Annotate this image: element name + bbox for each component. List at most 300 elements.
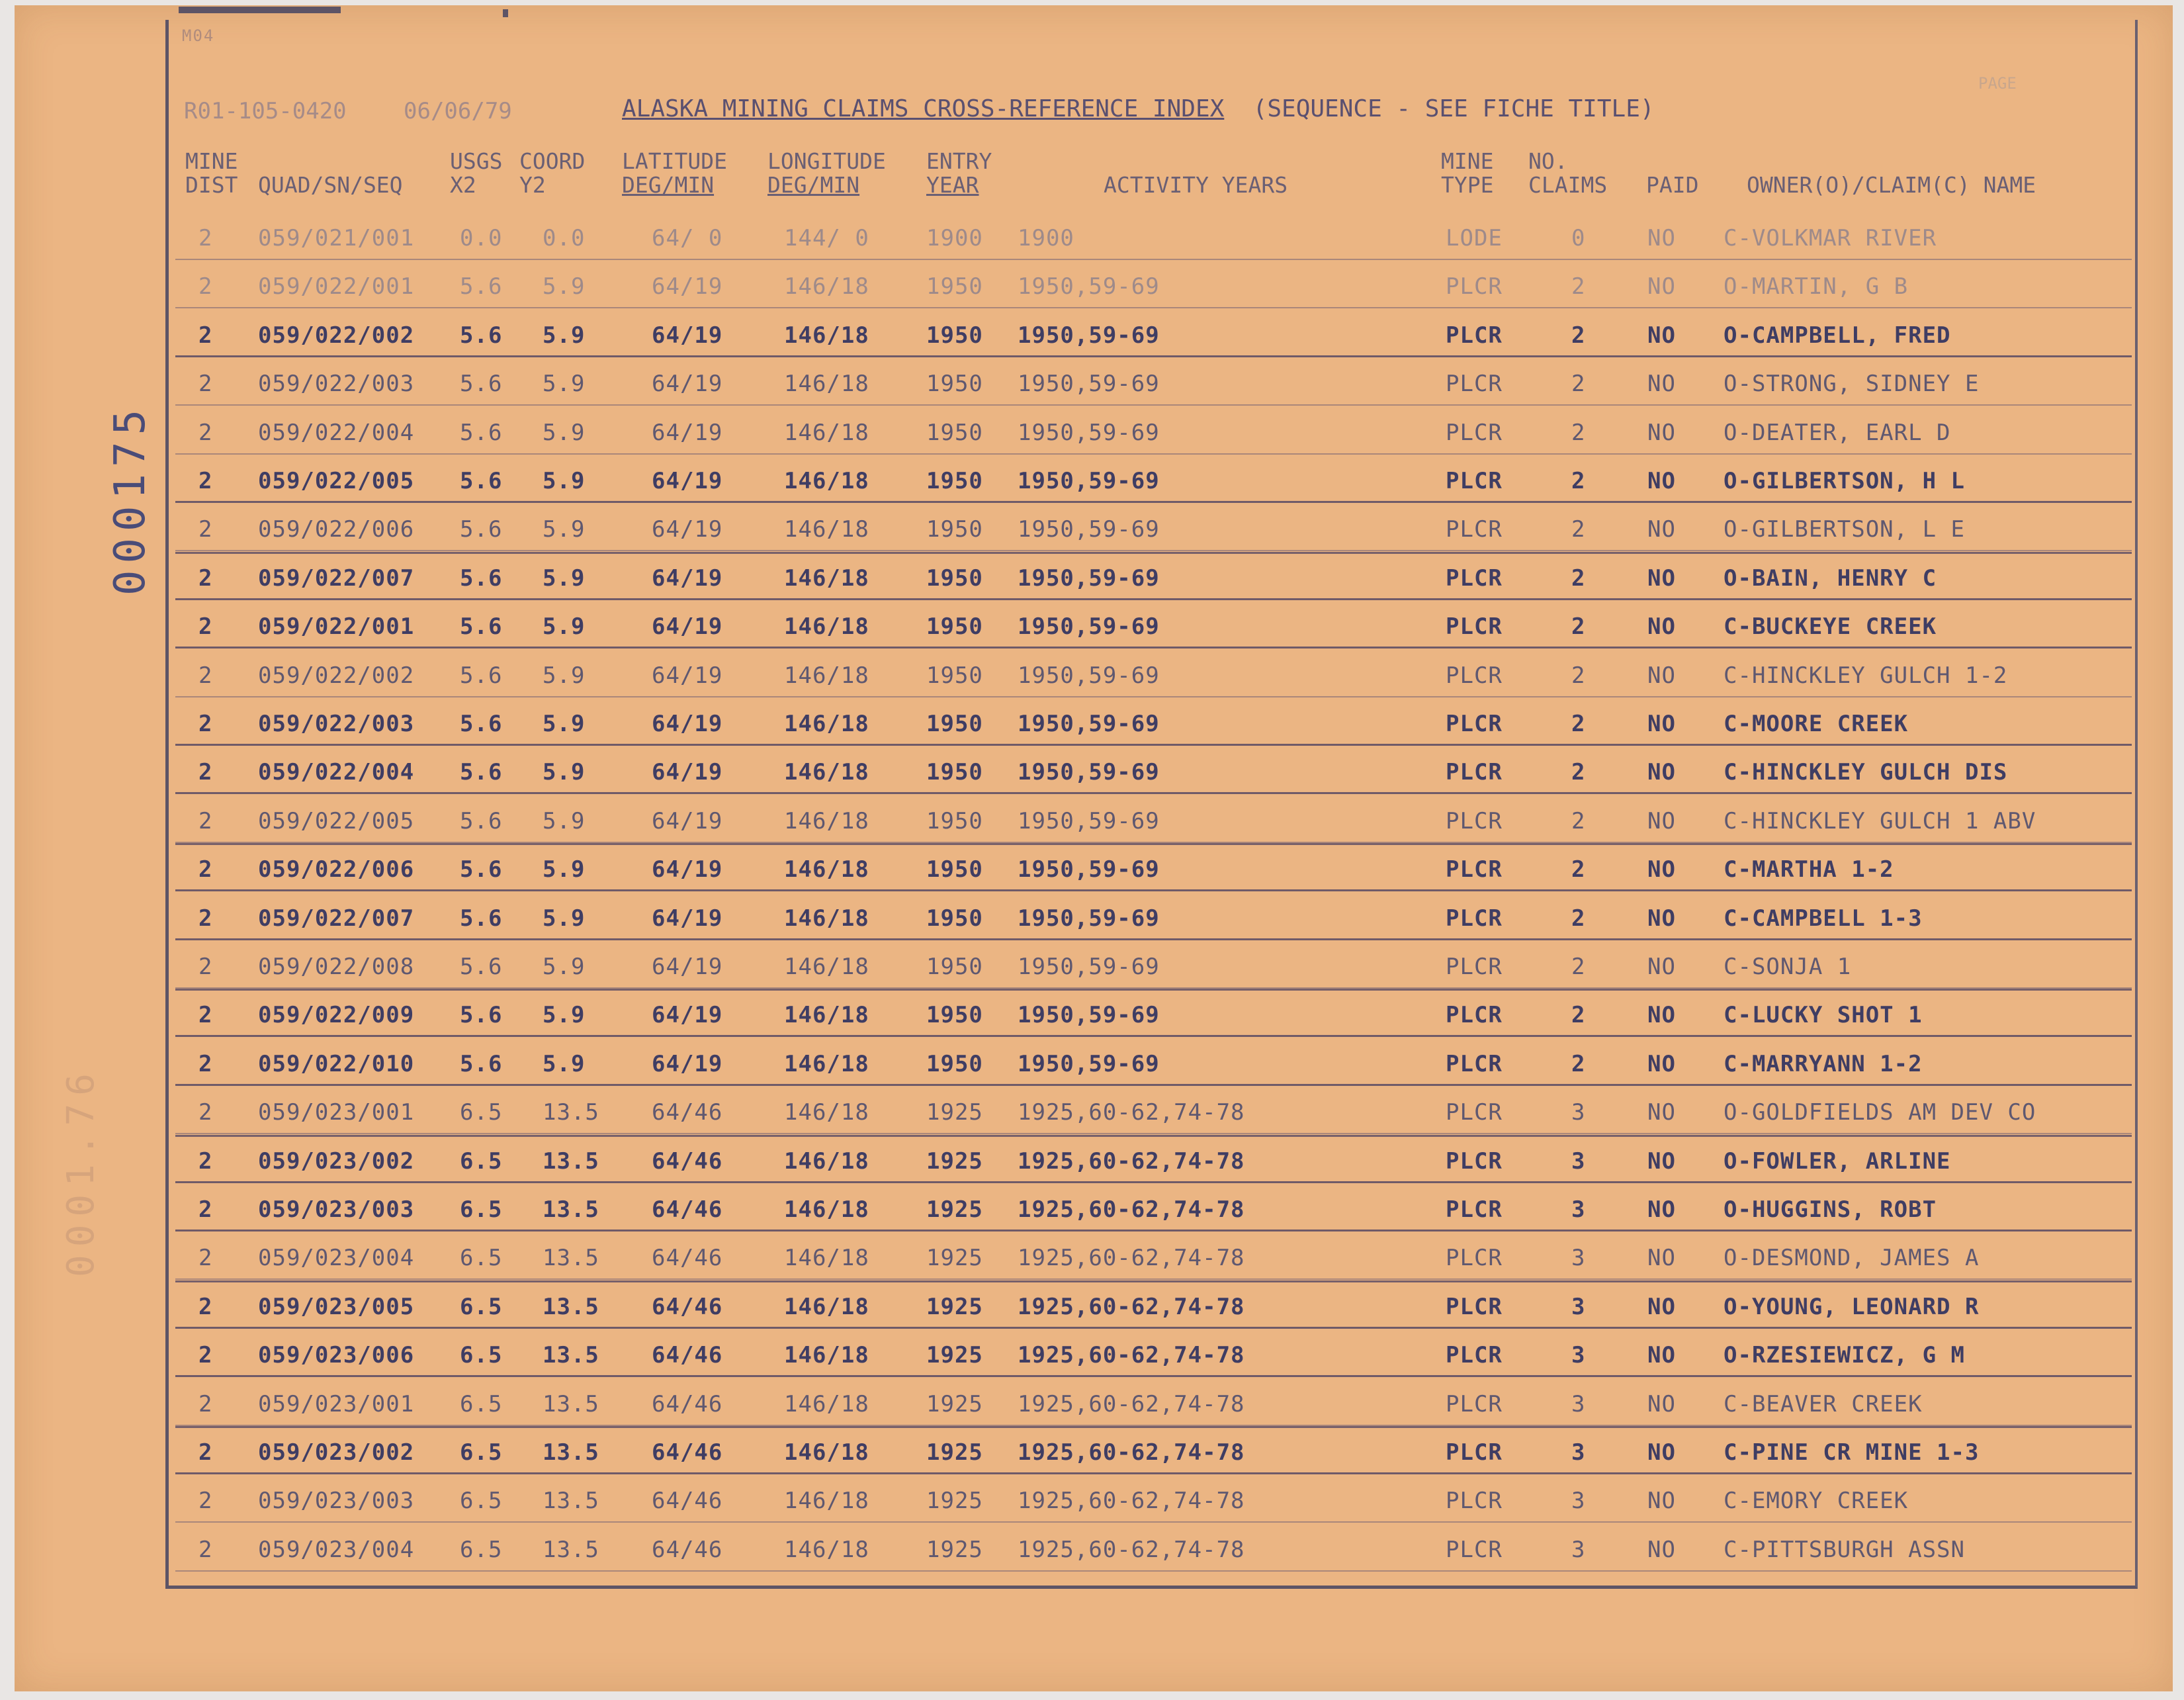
cell-type: PLCR: [1446, 1537, 1503, 1563]
col-header-quad-line2: QUAD/SN/SEQ: [258, 172, 403, 198]
cell-y: 5.9: [543, 905, 586, 932]
cell-dist: 2: [198, 711, 213, 737]
col-header-type-line1: MINE: [1441, 148, 1494, 174]
row-rule: [175, 1035, 2132, 1037]
cell-owner: C-PITTSBURGH ASSN: [1724, 1537, 1965, 1563]
cell-act: 1925,60-62,74-78: [1018, 1196, 1245, 1223]
col-header-dist-line1: MINE: [185, 148, 238, 174]
cell-type: PLCR: [1446, 420, 1503, 446]
cell-lat: 64/19: [652, 662, 723, 689]
table-row: [165, 408, 2132, 456]
cell-claims: 3: [1571, 1342, 1586, 1368]
cell-paid: NO: [1647, 1488, 1676, 1514]
cell-dist: 2: [198, 1002, 213, 1028]
cell-owner: O-BAIN, HENRY C: [1724, 565, 1937, 592]
frame-top-mark: [179, 7, 341, 13]
cell-lat: 64/19: [652, 759, 723, 785]
cell-quad: 059/023/004: [258, 1245, 415, 1271]
cell-act: 1950,59-69: [1018, 613, 1160, 640]
cell-x: 6.5: [460, 1439, 503, 1466]
cell-act: 1950,59-69: [1018, 662, 1160, 689]
col-header-dist: [185, 150, 238, 197]
cell-lat: 64/19: [652, 273, 723, 300]
cell-quad: 059/023/001: [258, 1391, 415, 1417]
table-row: [165, 1136, 2132, 1185]
table-row: [165, 699, 2132, 747]
cell-quad: 059/022/002: [258, 322, 415, 349]
cell-y: 5.9: [543, 711, 586, 737]
cell-owner: C-VOLKMAR RIVER: [1724, 225, 1937, 251]
cell-lat: 64/46: [652, 1245, 723, 1271]
cell-act: 1950,59-69: [1018, 273, 1160, 300]
cell-dist: 2: [198, 856, 213, 883]
cell-y: 13.5: [543, 1099, 599, 1126]
cell-entry: 1950: [926, 613, 983, 640]
cell-owner: O-CAMPBELL, FRED: [1724, 322, 1951, 349]
cell-dist: 2: [198, 1488, 213, 1514]
table-row: [165, 504, 2132, 553]
cell-quad: 059/022/003: [258, 711, 415, 737]
cell-paid: NO: [1647, 565, 1676, 592]
col-header-claims: [1528, 150, 1607, 197]
cell-lon: 146/18: [784, 1148, 869, 1175]
cell-quad: 059/022/001: [258, 613, 415, 640]
cell-act: 1950,59-69: [1018, 420, 1160, 446]
cell-y: 0.0: [543, 225, 586, 251]
report-title: [622, 95, 1655, 122]
cell-owner: C-SONJA 1: [1724, 954, 1852, 980]
row-rule: [175, 1084, 2132, 1086]
cell-y: 5.9: [543, 662, 586, 689]
cell-entry: 1950: [926, 273, 983, 300]
cell-quad: 059/023/002: [258, 1439, 415, 1466]
cell-quad: 059/022/009: [258, 1002, 415, 1028]
cell-y: 13.5: [543, 1537, 599, 1563]
corner-code: M04: [182, 26, 215, 45]
cell-dist: 2: [198, 371, 213, 397]
cell-dist: 2: [198, 954, 213, 980]
cell-quad: 059/022/004: [258, 420, 415, 446]
table-row: [165, 553, 2132, 602]
cell-dist: 2: [198, 322, 213, 349]
cell-paid: NO: [1647, 1196, 1676, 1223]
table-row: [165, 1525, 2132, 1573]
cell-dist: 2: [198, 1099, 213, 1126]
row-rule: [175, 1472, 2132, 1474]
cell-x: 0.0: [460, 225, 503, 251]
row-rule: [175, 355, 2132, 357]
cell-dist: 2: [198, 1439, 213, 1466]
cell-entry: 1950: [926, 662, 983, 689]
cell-entry: 1925: [926, 1148, 983, 1175]
cell-dist: 2: [198, 1391, 213, 1417]
cell-act: 1925,60-62,74-78: [1018, 1342, 1245, 1368]
cell-claims: 3: [1571, 1196, 1586, 1223]
cell-paid: NO: [1647, 954, 1676, 980]
cell-lat: 64/46: [652, 1294, 723, 1320]
cell-x: 5.6: [460, 468, 503, 494]
cell-dist: 2: [198, 1342, 213, 1368]
col-header-paid-line2: PAID: [1646, 172, 1699, 198]
cell-x: 5.6: [460, 856, 503, 883]
cell-dist: 2: [198, 613, 213, 640]
cell-claims: 2: [1571, 565, 1586, 592]
cell-quad: 059/023/003: [258, 1196, 415, 1223]
cell-lat: 64/46: [652, 1148, 723, 1175]
row-rule: [175, 889, 2132, 891]
cell-owner: O-GOLDFIELDS AM DEV CO: [1724, 1099, 2036, 1126]
page-label: PAGE: [1978, 74, 2017, 93]
cell-owner: O-DEATER, EARL D: [1724, 420, 1951, 446]
cell-lon: 146/18: [784, 1294, 869, 1320]
col-header-type: [1441, 150, 1493, 197]
row-rule: [175, 1278, 2132, 1280]
cell-lon: 146/18: [784, 1099, 869, 1126]
cell-lat: 64/46: [652, 1391, 723, 1417]
cell-entry: 1925: [926, 1342, 983, 1368]
cell-lon: 146/18: [784, 759, 869, 785]
cell-quad: 059/022/006: [258, 516, 415, 543]
cell-quad: 059/022/005: [258, 468, 415, 494]
col-header-dist-line2: DIST: [185, 172, 238, 198]
cell-owner: C-HINCKLEY GULCH 1 ABV: [1724, 808, 2036, 834]
cell-act: 1950,59-69: [1018, 1002, 1160, 1028]
report-title-main: ALASKA MINING CLAIMS CROSS-REFERENCE INDEX: [622, 95, 1225, 122]
cell-y: 5.9: [543, 808, 586, 834]
cell-claims: 3: [1571, 1294, 1586, 1320]
cell-type: PLCR: [1446, 371, 1503, 397]
cell-dist: 2: [198, 759, 213, 785]
cell-type: PLCR: [1446, 1245, 1503, 1271]
col-header-lat-line2: DEG/MIN: [622, 172, 715, 198]
cell-x: 5.6: [460, 613, 503, 640]
cell-y: 5.9: [543, 759, 586, 785]
cell-paid: NO: [1647, 371, 1676, 397]
table-row: [165, 602, 2132, 650]
table-row: [165, 844, 2132, 893]
cell-entry: 1950: [926, 420, 983, 446]
report-title-suffix: (SEQUENCE - SEE FICHE TITLE): [1252, 95, 1655, 122]
cell-x: 5.6: [460, 420, 503, 446]
cell-x: 5.6: [460, 711, 503, 737]
cell-entry: 1925: [926, 1537, 983, 1563]
cell-quad: 059/022/002: [258, 662, 415, 689]
cell-claims: 2: [1571, 1002, 1586, 1028]
cell-type: PLCR: [1446, 1342, 1503, 1368]
report-date: 06/06/79: [404, 98, 512, 124]
cell-lat: 64/19: [652, 808, 723, 834]
cell-dist: 2: [198, 565, 213, 592]
table-row: [165, 1185, 2132, 1233]
cell-paid: NO: [1647, 1051, 1676, 1077]
cell-type: PLCR: [1446, 808, 1503, 834]
cell-lon: 146/18: [784, 371, 869, 397]
cell-y: 5.9: [543, 856, 586, 883]
col-header-claims-line2: CLAIMS: [1528, 172, 1608, 198]
cell-owner: O-STRONG, SIDNEY E: [1724, 371, 1980, 397]
cell-type: PLCR: [1446, 954, 1503, 980]
cell-quad: 059/021/001: [258, 225, 415, 251]
cell-x: 5.6: [460, 565, 503, 592]
cell-entry: 1925: [926, 1439, 983, 1466]
cell-lat: 64/19: [652, 322, 723, 349]
row-rule: [175, 744, 2132, 746]
col-header-usgs: [450, 150, 502, 197]
cell-type: PLCR: [1446, 1439, 1503, 1466]
cell-paid: NO: [1647, 711, 1676, 737]
cell-lon: 146/18: [784, 322, 869, 349]
row-rule: [175, 1327, 2132, 1329]
cell-act: 1950,59-69: [1018, 516, 1160, 543]
side-stamp-faint-number: 0001.76: [60, 1065, 103, 1277]
cell-quad: 059/022/008: [258, 954, 415, 980]
side-stamp-number: 000175: [106, 402, 155, 596]
cell-act: 1950,59-69: [1018, 468, 1160, 494]
cell-type: LODE: [1446, 225, 1503, 251]
cell-owner: C-LUCKY SHOT 1: [1724, 1002, 1923, 1028]
cell-quad: 059/023/006: [258, 1342, 415, 1368]
cell-type: PLCR: [1446, 1294, 1503, 1320]
cell-lon: 146/18: [784, 1002, 869, 1028]
cell-lon: 146/18: [784, 420, 869, 446]
cell-act: 1950,59-69: [1018, 565, 1160, 592]
table-row: [165, 747, 2132, 795]
col-header-owner: [1747, 173, 2036, 197]
cell-type: PLCR: [1446, 711, 1503, 737]
row-rule: [175, 453, 2132, 455]
cell-act: 1925,60-62,74-78: [1018, 1245, 1245, 1271]
cell-claims: 3: [1571, 1148, 1586, 1175]
report-id: R01-105-0420: [184, 98, 347, 124]
cell-act: 1950,59-69: [1018, 808, 1160, 834]
cell-lat: 64/19: [652, 1002, 723, 1028]
cell-y: 5.9: [543, 322, 586, 349]
cell-type: PLCR: [1446, 1099, 1503, 1126]
cell-act: 1925,60-62,74-78: [1018, 1391, 1245, 1417]
cell-owner: C-CAMPBELL 1-3: [1724, 905, 1923, 932]
cell-lat: 64/19: [652, 954, 723, 980]
cell-entry: 1950: [926, 468, 983, 494]
cell-owner: C-MARRYANN 1-2: [1724, 1051, 1923, 1077]
cell-y: 5.9: [543, 468, 586, 494]
col-header-lon: [767, 150, 886, 197]
col-header-owner-line2: OWNER(O)/CLAIM(C) NAME: [1747, 172, 2036, 198]
cell-claims: 2: [1571, 711, 1586, 737]
cell-owner: O-YOUNG, LEONARD R: [1724, 1294, 1980, 1320]
cell-x: 6.5: [460, 1391, 503, 1417]
cell-dist: 2: [198, 1196, 213, 1223]
cell-paid: NO: [1647, 662, 1676, 689]
cell-type: PLCR: [1446, 516, 1503, 543]
cell-y: 13.5: [543, 1245, 599, 1271]
cell-x: 6.5: [460, 1099, 503, 1126]
cell-dist: 2: [198, 1537, 213, 1563]
cell-dist: 2: [198, 468, 213, 494]
cell-lon: 146/18: [784, 1537, 869, 1563]
cell-quad: 059/022/001: [258, 273, 415, 300]
col-header-claims-line1: NO.: [1528, 148, 1568, 174]
row-rule: [175, 696, 2132, 697]
cell-act: 1950,59-69: [1018, 954, 1160, 980]
cell-lon: 146/18: [784, 613, 869, 640]
cell-type: PLCR: [1446, 1391, 1503, 1417]
cell-dist: 2: [198, 1245, 213, 1271]
cell-entry: 1950: [926, 954, 983, 980]
col-header-act-line2: ACTIVITY YEARS: [1104, 172, 1288, 198]
cell-type: PLCR: [1446, 565, 1503, 592]
cell-act: 1950,59-69: [1018, 1051, 1160, 1077]
cell-owner: O-DESMOND, JAMES A: [1724, 1245, 1980, 1271]
cell-entry: 1950: [926, 856, 983, 883]
cell-owner: O-MARTIN, G B: [1724, 273, 1909, 300]
table-row: [165, 893, 2132, 942]
cell-lat: 64/19: [652, 856, 723, 883]
cell-act: 1950,59-69: [1018, 759, 1160, 785]
cell-x: 6.5: [460, 1342, 503, 1368]
cell-quad: 059/023/002: [258, 1148, 415, 1175]
cell-entry: 1925: [926, 1245, 983, 1271]
cell-owner: C-BEAVER CREEK: [1724, 1391, 1923, 1417]
cell-x: 5.6: [460, 954, 503, 980]
cell-entry: 1950: [926, 565, 983, 592]
row-rule: [175, 1133, 2132, 1134]
row-rule: [175, 647, 2132, 649]
cell-quad: 059/022/003: [258, 371, 415, 397]
cell-act: 1900: [1018, 225, 1074, 251]
cell-lon: 146/18: [784, 565, 869, 592]
cell-entry: 1950: [926, 1051, 983, 1077]
cell-type: PLCR: [1446, 856, 1503, 883]
cell-lat: 64/19: [652, 1051, 723, 1077]
cell-type: PLCR: [1446, 1196, 1503, 1223]
cell-lat: 64/46: [652, 1099, 723, 1126]
table-row: [165, 1476, 2132, 1524]
cell-x: 5.6: [460, 905, 503, 932]
cell-paid: NO: [1647, 1294, 1676, 1320]
cell-type: PLCR: [1446, 905, 1503, 932]
table-row: [165, 1379, 2132, 1427]
cell-paid: NO: [1647, 1002, 1676, 1028]
cell-y: 5.9: [543, 613, 586, 640]
table-row: [165, 1282, 2132, 1330]
cell-entry: 1950: [926, 905, 983, 932]
table-row: [165, 456, 2132, 504]
cell-claims: 2: [1571, 371, 1586, 397]
cell-x: 6.5: [460, 1488, 503, 1514]
cell-lon: 146/18: [784, 1391, 869, 1417]
row-rule: [175, 259, 2132, 260]
col-header-entry-line2: YEAR: [926, 172, 979, 198]
cell-act: 1950,59-69: [1018, 856, 1160, 883]
cell-dist: 2: [198, 1294, 213, 1320]
cell-owner: C-HINCKLEY GULCH DIS: [1724, 759, 2008, 785]
cell-paid: NO: [1647, 613, 1676, 640]
cell-x: 5.6: [460, 662, 503, 689]
col-header-lon-line2: DEG/MIN: [767, 172, 860, 198]
row-rule: [175, 501, 2132, 503]
cell-owner: C-MARTHA 1-2: [1724, 856, 1894, 883]
cell-claims: 2: [1571, 954, 1586, 980]
col-header-coord: [519, 150, 585, 197]
row-rule: [175, 1521, 2132, 1523]
table-row: [165, 213, 2132, 261]
cell-lon: 144/ 0: [784, 225, 869, 251]
table-row: [165, 1427, 2132, 1476]
cell-dist: 2: [198, 273, 213, 300]
cell-owner: C-HINCKLEY GULCH 1-2: [1724, 662, 2008, 689]
cell-claims: 3: [1571, 1439, 1586, 1466]
cell-entry: 1900: [926, 225, 983, 251]
cell-entry: 1950: [926, 711, 983, 737]
cell-claims: 3: [1571, 1537, 1586, 1563]
cell-dist: 2: [198, 662, 213, 689]
cell-lon: 146/18: [784, 662, 869, 689]
cell-y: 13.5: [543, 1342, 599, 1368]
cell-x: 5.6: [460, 516, 503, 543]
col-header-act: [1104, 173, 1288, 197]
cell-type: PLCR: [1446, 1002, 1503, 1028]
table-row: [165, 650, 2132, 699]
cell-claims: 2: [1571, 1051, 1586, 1077]
cell-x: 6.5: [460, 1294, 503, 1320]
cell-quad: 059/022/007: [258, 905, 415, 932]
table-row: [165, 359, 2132, 407]
cell-x: 5.6: [460, 1051, 503, 1077]
table-row: [165, 1039, 2132, 1087]
row-rule: [175, 1230, 2132, 1231]
cell-y: 5.9: [543, 954, 586, 980]
cell-lon: 146/18: [784, 954, 869, 980]
cell-y: 13.5: [543, 1488, 599, 1514]
cell-entry: 1925: [926, 1099, 983, 1126]
cell-lon: 146/18: [784, 1342, 869, 1368]
cell-owner: O-FOWLER, ARLINE: [1724, 1148, 1951, 1175]
cell-lon: 146/18: [784, 516, 869, 543]
cell-paid: NO: [1647, 808, 1676, 834]
cell-entry: 1950: [926, 1002, 983, 1028]
cell-claims: 2: [1571, 662, 1586, 689]
cell-lat: 64/46: [652, 1537, 723, 1563]
cell-x: 5.6: [460, 273, 503, 300]
cell-type: PLCR: [1446, 662, 1503, 689]
cell-y: 13.5: [543, 1294, 599, 1320]
cell-lat: 64/19: [652, 516, 723, 543]
cell-dist: 2: [198, 808, 213, 834]
cell-act: 1950,59-69: [1018, 905, 1160, 932]
cell-paid: NO: [1647, 1245, 1676, 1271]
cell-act: 1925,60-62,74-78: [1018, 1488, 1245, 1514]
col-header-entry: [926, 150, 992, 197]
cell-dist: 2: [198, 420, 213, 446]
cell-lon: 146/18: [784, 905, 869, 932]
cell-claims: 2: [1571, 516, 1586, 543]
cell-x: 5.6: [460, 808, 503, 834]
cell-act: 1925,60-62,74-78: [1018, 1099, 1245, 1126]
cell-x: 6.5: [460, 1245, 503, 1271]
cell-quad: 059/022/010: [258, 1051, 415, 1077]
cell-lat: 64/46: [652, 1439, 723, 1466]
cell-y: 13.5: [543, 1196, 599, 1223]
row-rule: [175, 938, 2132, 940]
cell-lon: 146/18: [784, 1245, 869, 1271]
cell-dist: 2: [198, 225, 213, 251]
cell-lon: 146/18: [784, 1439, 869, 1466]
cell-x: 5.6: [460, 1002, 503, 1028]
cell-lon: 146/18: [784, 1488, 869, 1514]
cell-entry: 1950: [926, 322, 983, 349]
cell-dist: 2: [198, 516, 213, 543]
row-rule: [175, 598, 2132, 600]
